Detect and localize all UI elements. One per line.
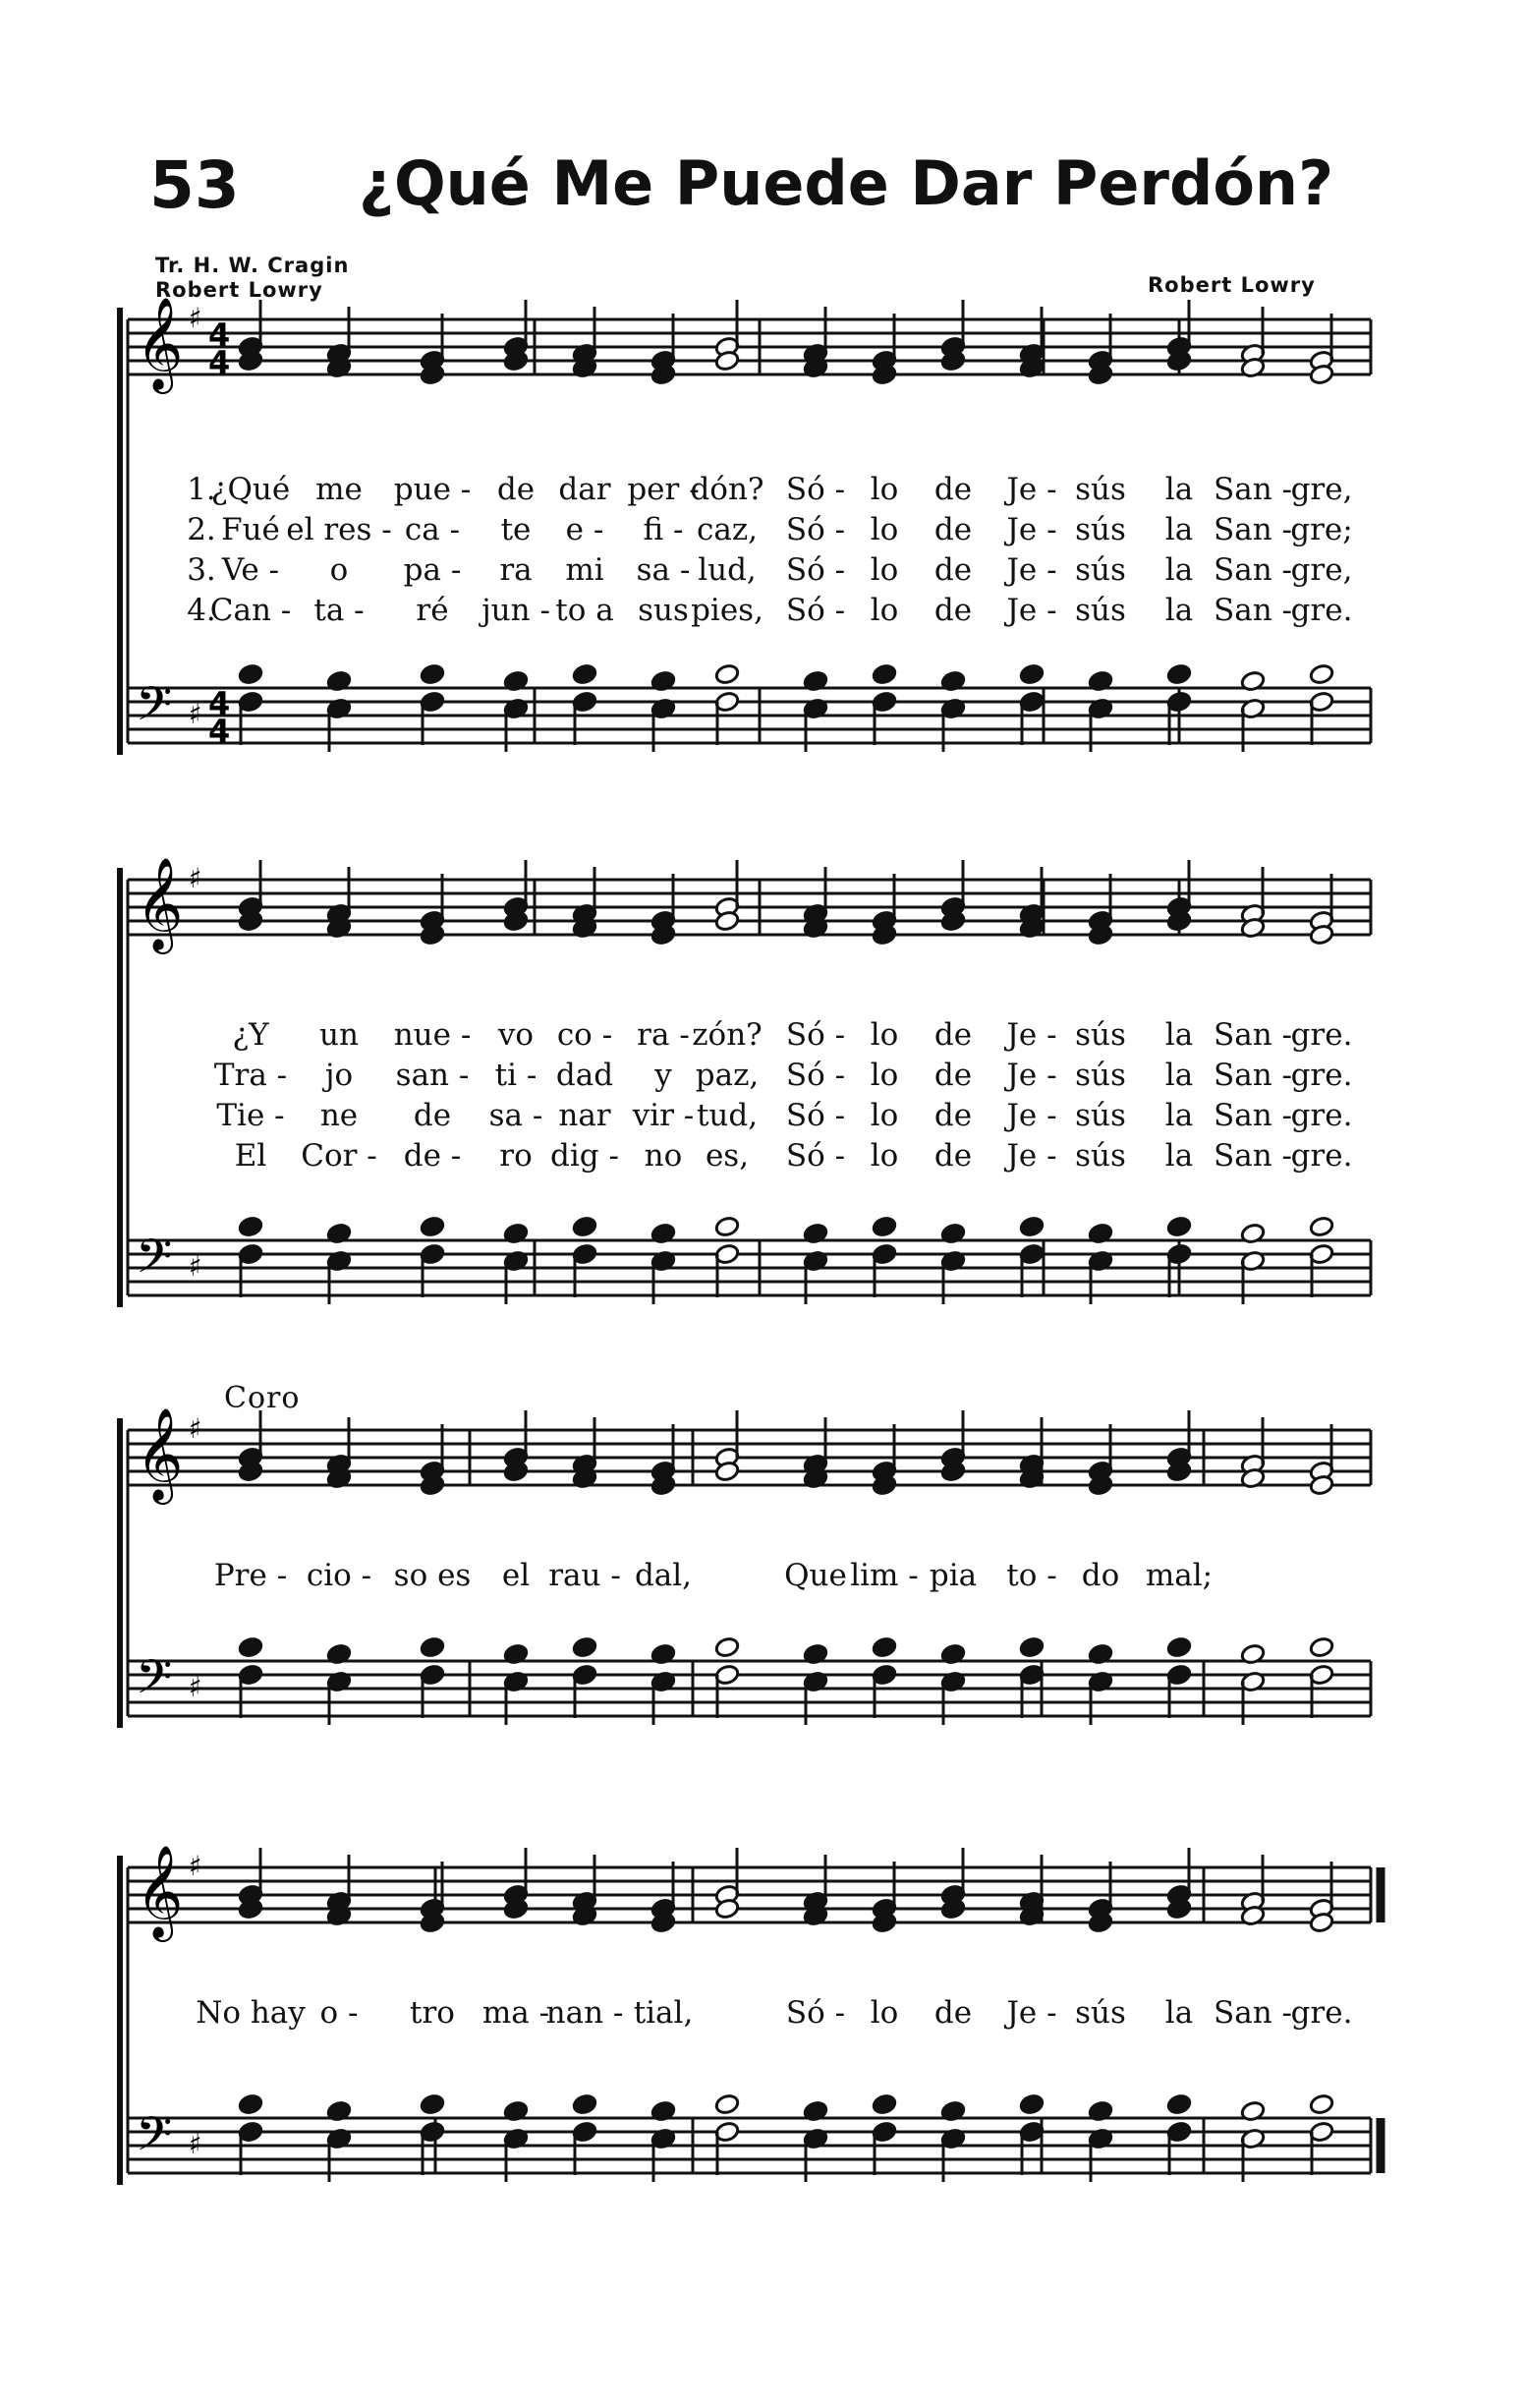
lyric-syllable: ¿Qué [210,472,291,507]
lyric-syllable: el res - [286,512,392,547]
lyric-syllable: lo [870,512,899,547]
lyric-syllable: Só - [785,593,846,628]
lyric-syllable: caz, [696,512,759,547]
lyric-syllable: gre, [1290,552,1353,588]
lyric-syllable: jo [324,1058,354,1093]
lyric-syllable: lo [870,1995,899,2031]
lyric-syllable: San - [1213,1058,1293,1093]
lyric-syllable: San - [1213,512,1293,547]
lyric-syllable: o [329,552,349,588]
lyric-syllable: San - [1213,1138,1293,1174]
bass-clef-icon: 𝄢 [136,1229,173,1295]
lyric-syllable: sús [1075,1058,1126,1093]
lyric-syllable: pa - [403,552,462,588]
words-author-credit: Robert Lowry [155,278,323,302]
lyric-syllable: de [933,472,973,507]
lyric-syllable: dad [555,1058,614,1093]
lyric-syllable: Je - [1006,593,1057,628]
lyric-syllable: lo [870,593,899,628]
lyric-syllable: Je - [1006,1138,1057,1174]
lyric-syllable: Só - [785,512,846,547]
lyric-syllable: nan - [545,1995,624,2031]
note-head [714,1216,740,1238]
chorus-label: Coro [224,1381,301,1415]
lyric-syllable: me [315,472,363,507]
lyric-syllable: Só - [785,1138,846,1174]
lyric-syllable: pue - [393,472,472,507]
lyric-line [0,1138,1526,1177]
lyric-line [0,1017,1526,1057]
note-head [872,1216,897,1238]
note-head [714,1636,740,1659]
lyric-syllable: zón? [692,1017,763,1053]
note-head [714,2093,740,2116]
lyric-syllable: to a [555,593,614,628]
lyric-syllable: so es [393,1558,472,1593]
lyric-syllable: Só - [785,1098,846,1133]
lyric-syllable: la [1164,472,1194,507]
note-head [1166,2093,1192,2116]
lyric-syllable: rau - [548,1558,621,1593]
lyric-syllable: fi - [643,512,684,547]
lyric-syllable: lo [870,1138,899,1174]
note-head [420,663,445,686]
lyric-syllable: no [644,1138,683,1174]
lyric-syllable: pia [929,1558,978,1593]
lyric-syllable: dig - [550,1138,619,1174]
note-head [238,1216,263,1238]
note-head [572,2093,597,2116]
lyric-syllable: sús [1075,512,1126,547]
lyric-syllable: lo [870,472,899,507]
note-head [420,1636,445,1659]
lyric-syllable: de [933,1138,973,1174]
note-head [1309,663,1334,686]
lyric-syllable: de [933,512,973,547]
lyric-syllable: co - [556,1017,613,1053]
lyric-line [0,552,1526,592]
lyric-syllable: lo [870,1058,899,1093]
treble-clef-icon: 𝄞 [136,297,184,390]
lyric-syllable: per - [627,472,700,507]
lyric-syllable: sa - [636,552,691,588]
lyric-syllable: te [500,512,532,547]
lyric-syllable: ¿Y [232,1017,269,1053]
note-head [1309,1636,1334,1659]
note-head [238,1636,263,1659]
time-signature-top: 4 [208,316,231,354]
sharp-icon: ♯ [189,302,202,334]
lyric-syllable: gre. [1290,1138,1353,1174]
lyric-syllable: la [1164,593,1194,628]
note-head [872,2093,897,2116]
lyric-syllable: de [933,1017,973,1053]
lyric-syllable: ne [319,1098,359,1133]
lyric-syllable: Je - [1006,1995,1057,2031]
lyric-syllable: un [319,1017,359,1053]
lyric-syllable: sus [638,593,689,628]
lyric-line [0,1058,1526,1097]
lyric-line [0,512,1526,551]
lyric-syllable: Je - [1006,1058,1057,1093]
note-head [572,1216,597,1238]
sharp-icon: ♯ [189,1250,202,1283]
lyric-syllable: lim - [850,1558,919,1593]
lyric-syllable: mi [565,552,604,588]
lyric-syllable: Je - [1006,1098,1057,1133]
lyric-syllable: gre. [1290,1098,1353,1133]
lyric-syllable: lo [870,1098,899,1133]
lyric-syllable: El [234,1138,267,1174]
lyric-syllable: San - [1213,552,1293,588]
lyric-syllable: la [1164,1995,1194,2031]
note-head [714,663,740,686]
lyric-syllable: Tie - [216,1098,285,1133]
lyric-syllable: de [933,593,973,628]
lyric-syllable: la [1164,1098,1194,1133]
verse-number: 4. [187,593,216,628]
hymn-title: ¿Qué Me Puede Dar Perdón? [359,147,1334,219]
time-signature-bottom: 4 [208,713,231,750]
note-head [1166,663,1192,686]
lyric-syllable: san - [395,1058,470,1093]
verse-number: 1. [187,472,216,507]
lyric-syllable: la [1164,1138,1194,1174]
lyric-syllable: Só - [785,1058,846,1093]
lyric-syllable: Tra - [213,1058,288,1093]
lyric-syllable: el [501,1558,531,1593]
note-head [1019,663,1045,686]
lyric-syllable: San - [1213,1995,1293,2031]
note-head [1309,1216,1334,1238]
lyric-syllable: Cor - [301,1138,377,1174]
verse-number: 2. [187,512,216,547]
lyric-syllable: sa - [488,1098,543,1133]
lyric-syllable: sús [1075,593,1126,628]
lyric-syllable: Je - [1006,552,1057,588]
lyric-syllable: sús [1075,552,1126,588]
lyric-syllable: dón? [690,472,764,507]
lyric-syllable: lo [870,1017,899,1053]
lyric-syllable: ro [499,1138,533,1174]
hymn-number: 53 [149,147,240,223]
lyric-syllable: Je - [1006,472,1057,507]
sharp-icon: ♯ [189,1412,202,1445]
lyric-syllable: Que [784,1558,847,1593]
time-signature-top: 4 [208,685,231,722]
lyric-syllable: San - [1213,593,1293,628]
lyric-syllable: dal, [634,1558,693,1593]
lyric-line [0,593,1526,632]
lyric-syllable: No hay [196,1995,306,2031]
lyric-syllable: Je - [1006,512,1057,547]
lyric-syllable: gre. [1290,1017,1353,1053]
lyric-syllable: ra [499,552,533,588]
lyric-syllable: Só - [785,1995,846,2031]
lyric-line [0,472,1526,511]
lyric-syllable: la [1164,1017,1194,1053]
lyric-syllable: Só - [785,552,846,588]
sharp-icon: ♯ [189,1850,202,1882]
lyric-syllable: de [933,1995,973,2031]
sharp-icon: ♯ [189,1671,202,1703]
lyric-syllable: sús [1075,1098,1126,1133]
lyric-syllable: mal; [1145,1558,1214,1593]
lyric-syllable: nue - [393,1017,472,1053]
lyric-syllable: ca - [404,512,461,547]
note-head [872,663,897,686]
lyric-syllable: jun - [481,593,550,628]
lyric-syllable: de [933,1058,973,1093]
note-head [872,1636,897,1659]
lyric-syllable: ti - [494,1058,537,1093]
lyric-syllable: ma - [481,1995,550,2031]
note-head [1019,1636,1045,1659]
lyric-syllable: Pre - [213,1558,288,1593]
note-head [1019,2093,1045,2116]
lyric-syllable: pies, [691,593,763,628]
lyric-syllable: vir - [632,1098,695,1133]
lyric-syllable: la [1164,512,1194,547]
translator-credit: Tr. H. W. Cragin [155,254,350,277]
bass-clef-icon: 𝄢 [136,2106,173,2173]
sharp-icon: ♯ [189,698,202,730]
lyric-line [0,1995,1526,2035]
lyric-syllable: o - [319,1995,359,2031]
lyric-syllable: ré [416,593,449,628]
music-author-credit: Robert Lowry [1148,273,1316,297]
lyric-syllable: sús [1075,1995,1126,2031]
treble-clef-icon: 𝄞 [136,1407,184,1501]
note-head [572,1636,597,1659]
note-head [420,2093,445,2116]
lyric-syllable: Ve - [221,552,280,588]
lyric-syllable: de [933,1098,973,1133]
lyric-syllable: Só - [785,1017,846,1053]
lyric-syllable: nar [558,1098,611,1133]
note-head [238,2093,263,2116]
lyric-syllable: sús [1075,472,1126,507]
note-head [1166,1636,1192,1659]
bass-clef-icon: 𝄢 [136,676,173,743]
lyric-syllable: de [933,552,973,588]
lyric-syllable: gre, [1290,472,1353,507]
lyric-syllable: Je - [1006,1017,1057,1053]
note-head [1019,1216,1045,1238]
lyric-syllable: gre. [1290,1995,1353,2031]
lyric-syllable: y [654,1058,672,1093]
sharp-icon: ♯ [189,862,202,894]
lyric-syllable: Só - [785,472,846,507]
lyric-syllable: de - [403,1138,462,1174]
lyric-syllable: es, [705,1138,750,1174]
treble-clef-icon: 𝄞 [136,857,184,950]
lyric-syllable: e - [565,512,604,547]
lyric-syllable: San - [1213,1098,1293,1133]
lyric-syllable: to - [1006,1558,1057,1593]
lyric-syllable: cio - [306,1558,372,1593]
lyric-syllable: Can - [209,593,292,628]
note-head [238,663,263,686]
bass-clef-icon: 𝄢 [136,1649,173,1716]
note-head [572,663,597,686]
lyric-syllable: ta - [313,593,365,628]
lyric-syllable: la [1164,1058,1194,1093]
lyric-syllable: gre. [1290,593,1353,628]
lyric-line [0,1558,1526,1597]
lyric-syllable: do [1081,1558,1120,1593]
lyric-syllable: gre. [1290,1058,1353,1093]
note-head [1309,2093,1334,2116]
lyric-syllable: tro [410,1995,455,2031]
verse-number: 3. [187,552,216,588]
lyric-syllable: San - [1213,472,1293,507]
lyric-syllable: gre; [1290,512,1353,547]
lyric-line [0,1098,1526,1137]
lyric-syllable: sús [1075,1017,1126,1053]
lyric-syllable: Fué [221,512,280,547]
lyric-syllable: tial, [633,1995,694,2031]
lyric-syllable: sús [1075,1138,1126,1174]
sharp-icon: ♯ [189,2128,202,2160]
lyric-syllable: tud, [696,1098,759,1133]
lyric-syllable: la [1164,552,1194,588]
lyric-syllable: lo [870,552,899,588]
lyric-syllable: lud, [698,552,757,588]
lyric-syllable: de [413,1098,452,1133]
lyric-syllable: San - [1213,1017,1293,1053]
treble-clef-icon: 𝄞 [136,1845,184,1938]
lyric-syllable: ra - [637,1017,690,1053]
lyric-syllable: de [496,472,536,507]
note-head [420,1216,445,1238]
lyric-syllable: dar [558,472,611,507]
time-signature-bottom: 4 [208,344,231,381]
lyric-syllable: vo [497,1017,535,1053]
note-head [1166,1216,1192,1238]
lyric-syllable: paz, [695,1058,760,1093]
